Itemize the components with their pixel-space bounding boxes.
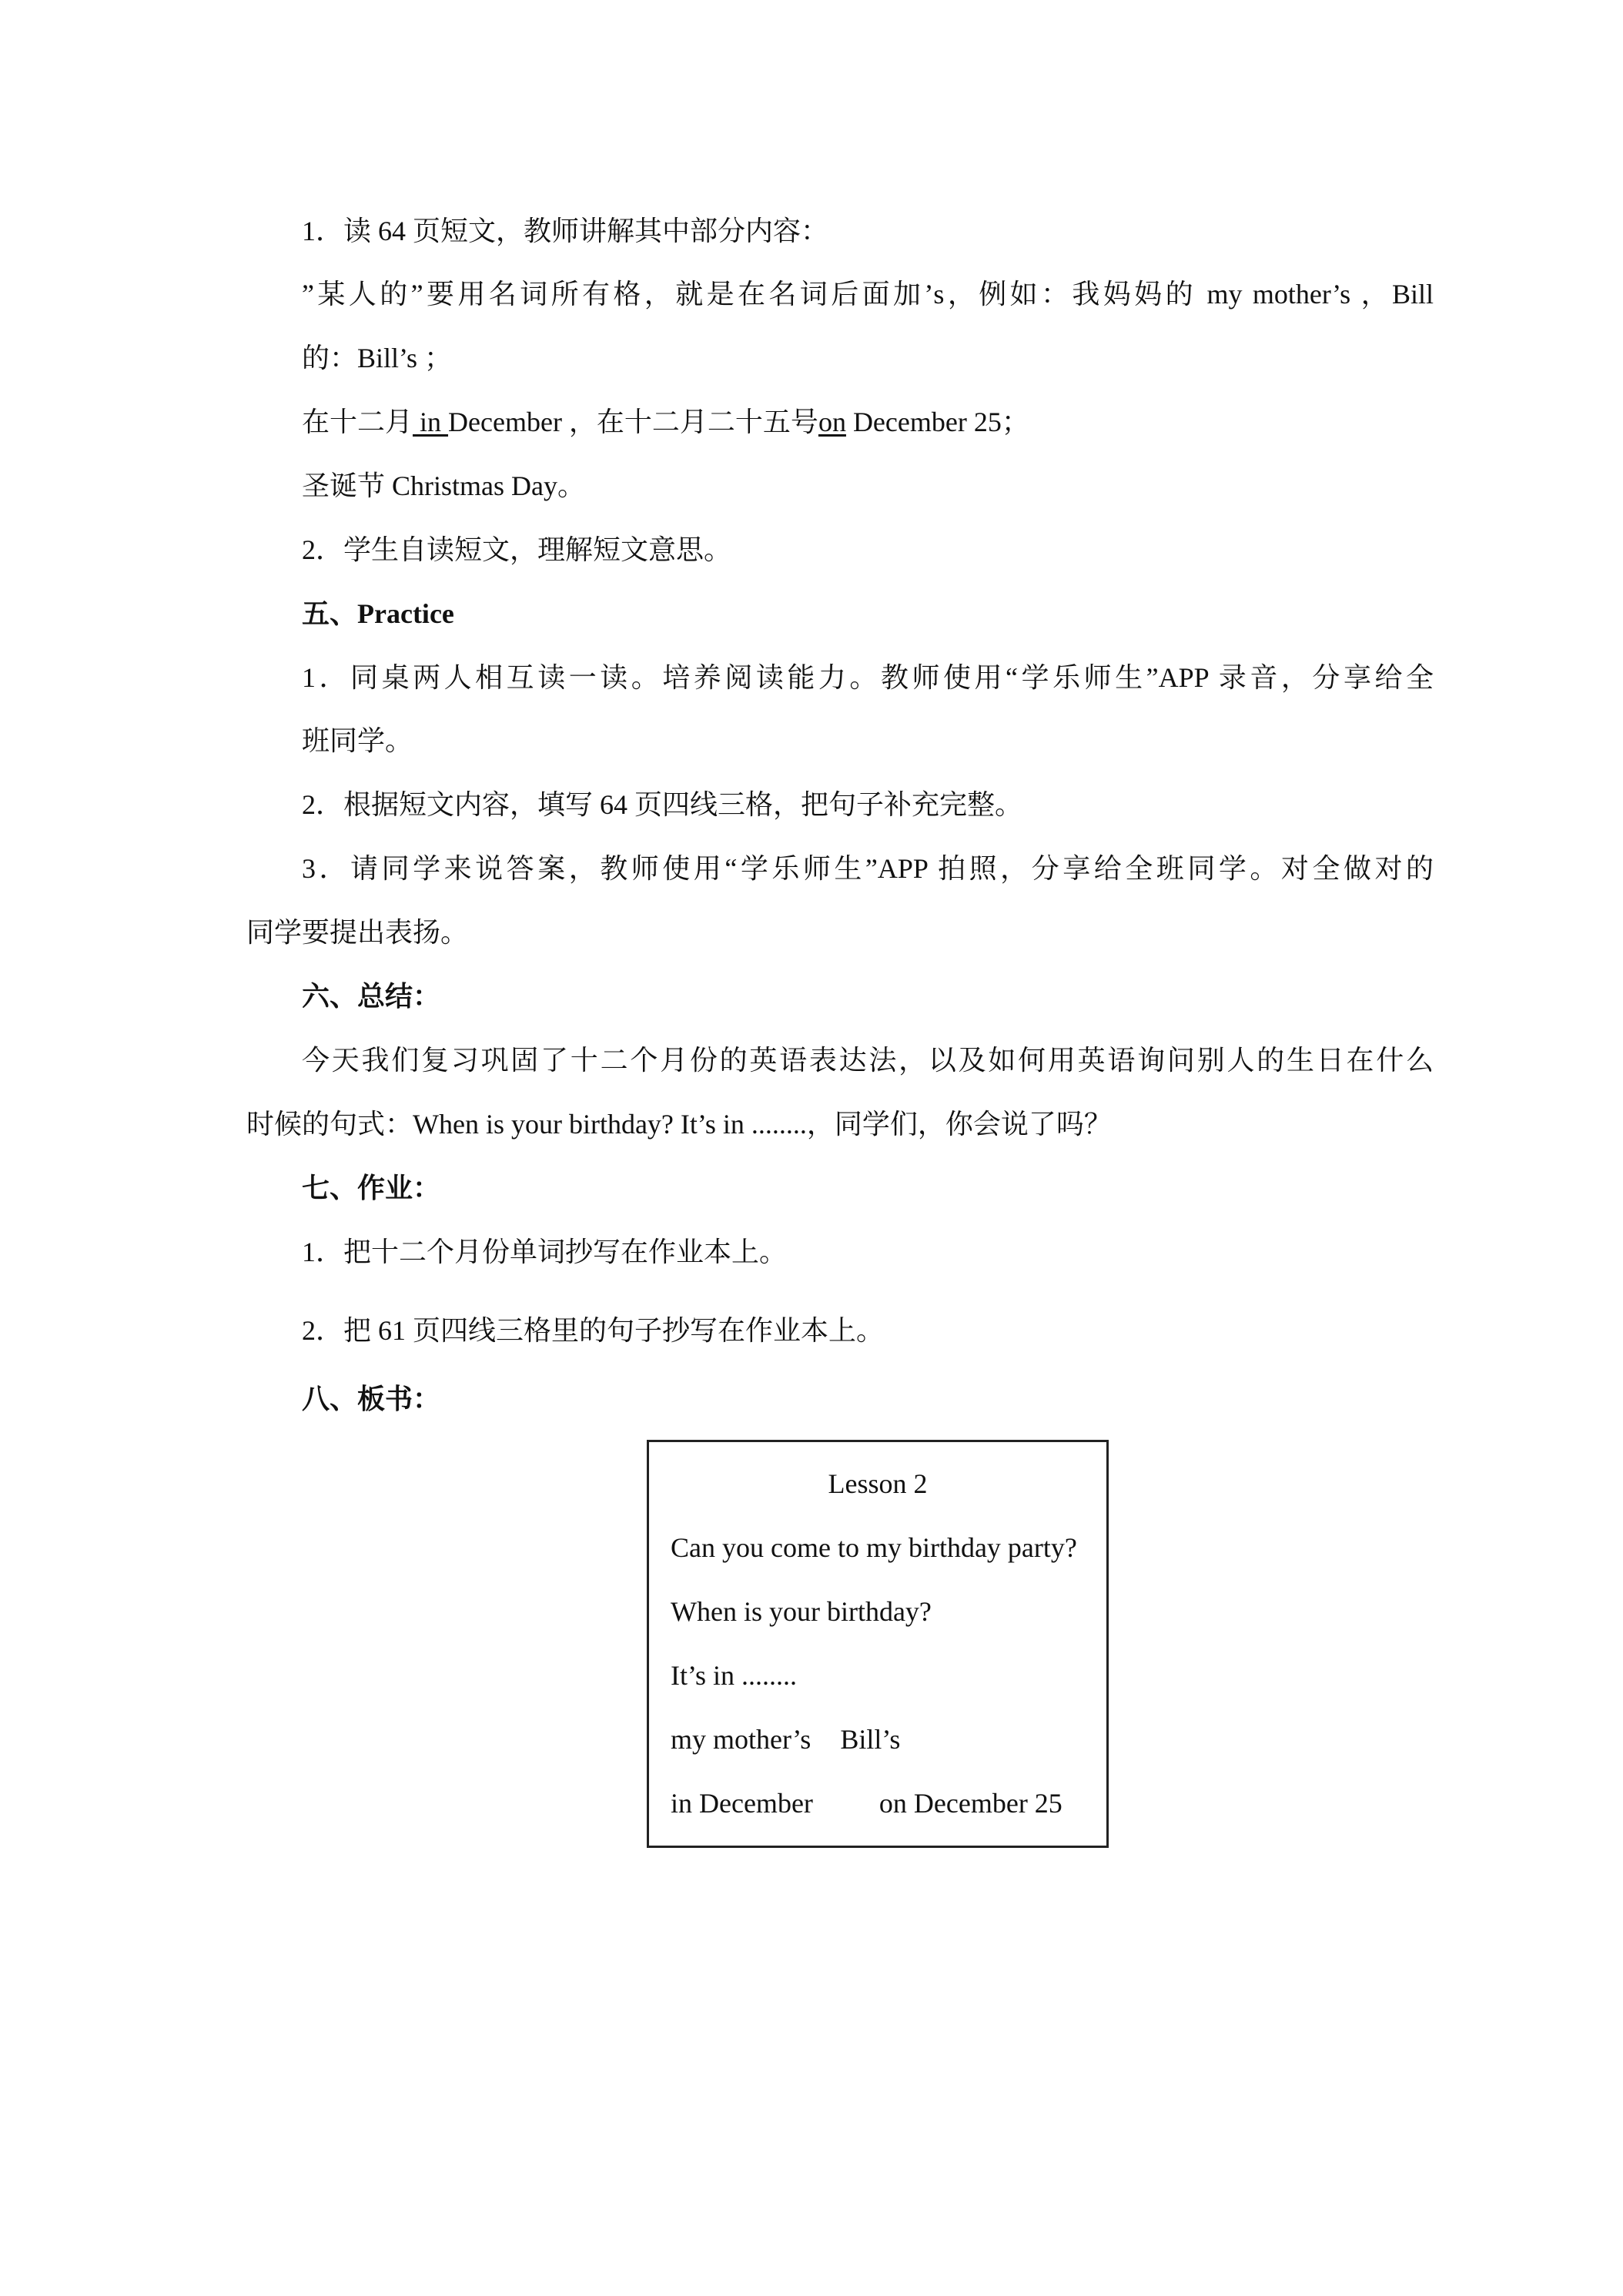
date-preposition-line [302, 405, 1029, 439]
underlined-in: in [413, 407, 449, 437]
date-middle: December ，在十二月二十五号 [448, 407, 818, 437]
blackboard-layout-box [647, 1440, 1109, 1848]
board-line1: Can you come to my birthday party? [671, 1532, 1077, 1563]
section4-item2: 2．学生自读短文，理解短文意思。 [302, 534, 732, 565]
board-mothers: my mother’s [671, 1724, 812, 1755]
board-line3: It’s in ........ [671, 1660, 798, 1691]
underlined-on: on [818, 407, 846, 437]
homework-item2: 2．把 61 页四线三格里的句子抄写在作业本上。 [302, 1315, 885, 1346]
board-line5 [671, 1786, 1062, 1820]
section5-item2: 2．根据短文内容，填写 64 页四线三格，把句子补充完整。 [302, 789, 1023, 820]
homework-item1: 1．把十二个月份单词抄写在作业本上。 [302, 1237, 788, 1267]
section5-item3-line2: 同学要提出表扬。 [246, 917, 469, 948]
christmas-line: 圣诞节 Christmas Day。 [302, 470, 585, 501]
section8-heading: 八、板书： [302, 1384, 441, 1414]
date-suffix: December 25； [845, 407, 1029, 437]
section5-item3-line1: 3．请同学来说答案，教师使用“学乐师生”APP 拍照，分享给全班同学。对全做对的 [302, 853, 1434, 884]
board-line4 [671, 1722, 900, 1756]
summary-line1: 今天我们复习巩固了十二个月份的英语表达法，以及如何用英语询问别人的生日在什么 [302, 1045, 1434, 1076]
section5-heading: 五、Practice [302, 598, 454, 629]
possessive-explanation-line2: 的：Bill’s ； [302, 343, 453, 373]
section6-heading: 六、总结： [302, 981, 441, 1012]
section5-item1-line2: 班同学。 [302, 725, 413, 756]
summary-line2: 时候的句式：When is your birthday? It’s in ........，同学们，你会说了吗？ [246, 1109, 1112, 1140]
section4-item1: 1．读 64 页短文，教师讲解其中部分内容： [302, 216, 829, 246]
section7-heading: 七、作业： [302, 1173, 441, 1203]
section5-item1-line1: 1．同桌两人相互读一读。培养阅读能力。教师使用“学乐师生”APP 录音，分享给全 [302, 662, 1434, 693]
board-title: Lesson 2 [828, 1468, 928, 1499]
board-bills: Bill’s [840, 1724, 901, 1755]
board-line2: When is your birthday? [671, 1596, 932, 1627]
board-on-december-25: on December 25 [878, 1788, 1062, 1819]
date-prefix: 在十二月 [302, 407, 413, 437]
board-in-december: in December [671, 1788, 813, 1819]
possessive-explanation-line1: ”某人的”要用名词所有格，就是在名词后面加’s，例如：我妈妈的 my mother’s ，Bill [302, 279, 1434, 310]
